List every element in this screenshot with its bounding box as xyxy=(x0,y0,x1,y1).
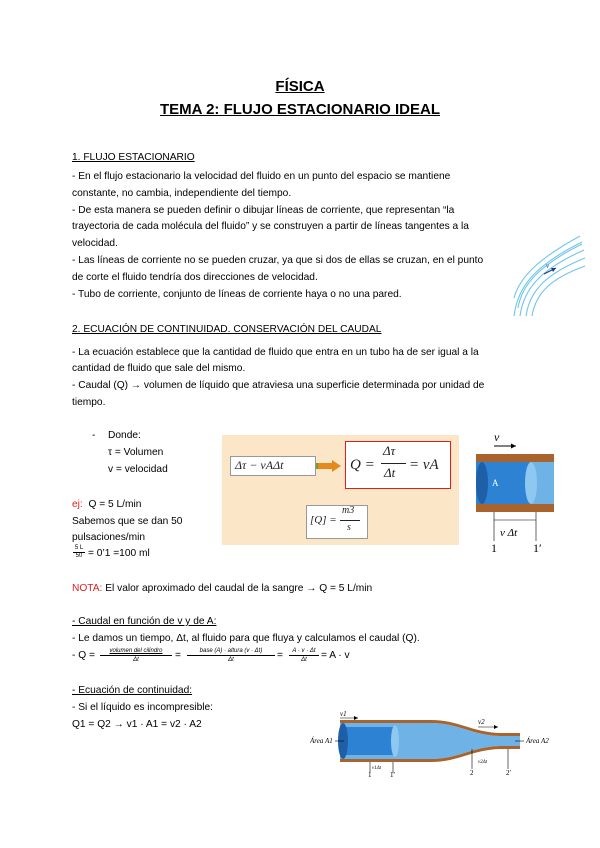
donde-v: v = velocidad xyxy=(108,464,168,475)
streamlines-figure xyxy=(510,228,586,320)
units-lhs: [Q] = xyxy=(310,514,337,526)
caudal-q-label: - Q = xyxy=(72,650,95,661)
eq-sign: = xyxy=(277,650,283,661)
section2-heading: 2. ECUACIÓN DE CONTINUIDAD. CONSERVACIÓN DEL CAUDAL xyxy=(72,324,382,335)
nozzle-m2p: 2′ xyxy=(506,769,512,777)
formula-left: Δτ − vAΔt xyxy=(235,458,284,472)
example-frac-num: 5 L xyxy=(74,545,84,551)
page-subtitle: TEMA 2: FLUJO ESTACIONARIO IDEAL xyxy=(159,101,440,118)
section2-line: cantidad de fluido que sale del mismo. xyxy=(72,363,246,374)
formula-arrow-icon xyxy=(316,459,342,473)
section1-line: trayectoria de cada molécula del fluido” y se construyen a partir de líneas tangentes a la xyxy=(72,221,469,232)
caudal-frac-3-den: Δt xyxy=(301,657,307,663)
nozzle-area1: Área A1 xyxy=(310,737,333,745)
caudal-frac-3 xyxy=(289,647,319,664)
formula-rhs: = vA xyxy=(409,457,439,473)
example-result: = 0’1 =100 ml xyxy=(88,548,150,559)
streamline-v-label: v xyxy=(546,262,550,270)
page-title: FÍSICA xyxy=(275,78,325,95)
caudal-frac-2-num: base (A) · altura (v · Δt) xyxy=(187,647,275,656)
eq-sign: = xyxy=(175,650,181,661)
pipe-v-label: v xyxy=(494,430,500,444)
pipe-mark-1-prime: 1′ xyxy=(533,541,542,555)
caudal-frac-1-den: Δt xyxy=(133,657,139,663)
continuity-line: - Si el líquido es incompresible: xyxy=(72,702,213,713)
formula-q: Q = xyxy=(350,457,375,473)
units-den: s xyxy=(347,522,351,533)
formula-num: Δτ xyxy=(383,443,396,458)
section1-heading: 1. FLUJO ESTACIONARIO xyxy=(72,152,195,163)
nozzle-m1p: 1′ xyxy=(390,771,396,777)
caudal-frac-3-num: A · v · Δt xyxy=(289,647,319,656)
section2-line: tiempo. xyxy=(72,397,106,408)
section1-line: de corte el fluido tendría dos direcciones de velocidad. xyxy=(72,272,318,283)
formula-fraction-bar xyxy=(381,463,406,464)
example-label: ej: xyxy=(72,499,83,510)
donde-bullet: - xyxy=(92,430,96,441)
pipe-a-label: A xyxy=(492,478,499,488)
example xyxy=(72,497,141,514)
example-line: pulsaciones/min xyxy=(72,532,146,543)
nozzle-d2: v2Δt xyxy=(478,760,488,765)
section2-line: - Caudal (Q) → volumen de líquido que atraviesa una superficie determinada por unidad de xyxy=(72,380,485,391)
nota-text: El valor aproximado del caudal de la sangre → Q = 5 L/min xyxy=(105,583,373,594)
section2-line: - La ecuación establece que la cantidad de fluido que entra en un tubo ha de ser igual a la xyxy=(72,347,479,358)
example-frac-den: 50 xyxy=(75,553,83,559)
continuity-heading: - Ecuación de continuidad: xyxy=(72,685,193,696)
nozzle-m1: 1 xyxy=(368,771,372,777)
caudal-frac-1 xyxy=(100,647,172,664)
example-fraction xyxy=(73,545,85,560)
section1-line: velocidad. xyxy=(72,238,118,249)
example-q: Q = 5 L/min xyxy=(88,499,142,510)
nozzle-v1: v1 xyxy=(340,710,347,718)
example-line: Sabemos que se dan 50 xyxy=(72,516,183,527)
nozzle-m2: 2 xyxy=(470,769,474,777)
caudal-frac-1-num: volumen del cilindro xyxy=(100,647,172,656)
pipe-figure xyxy=(476,428,554,556)
caudal-va-line: - Le damos un tiempo, Δt, al fluido para que fluya y calculamos el caudal (Q). xyxy=(72,633,420,644)
nozzle-figure xyxy=(310,705,560,777)
formula-den: Δt xyxy=(384,465,396,480)
units-num: m3 xyxy=(342,505,355,516)
donde-label: Donde: xyxy=(108,430,141,441)
section1-line: constante, no cambia, independiente del tiempo. xyxy=(72,188,292,199)
nozzle-d1: v1Δt xyxy=(372,766,382,771)
nota xyxy=(72,581,372,598)
nozzle-area2: Área A2 xyxy=(526,737,549,745)
nozzle-v2: v2 xyxy=(478,718,485,726)
donde-tau: τ = Volumen xyxy=(108,447,164,458)
caudal-va-heading: - Caudal en función de v y de A: xyxy=(72,616,217,627)
section1-line: - Las líneas de corriente no se pueden cruzar, ya que si dos de ellas se cruzan, en el punto xyxy=(72,255,484,266)
nota-label: NOTA: xyxy=(72,583,103,594)
caudal-frac-2 xyxy=(187,647,275,664)
units-bar xyxy=(340,520,360,521)
pipe-mark-1: 1 xyxy=(491,541,497,555)
section1-line: - De esta manera se pueden definir o dibujar líneas de corriente, que representan “la xyxy=(72,205,455,216)
section1-line: - Tubo de corriente, conjunto de líneas de corriente haya o no una pared. xyxy=(72,289,402,300)
continuity-eq: Q1 = Q2 → v1 · A1 = v2 · A2 xyxy=(72,719,202,730)
section1-line: - En el flujo estacionario la velocidad del fluido en un punto del espacio se mantiene xyxy=(72,171,451,182)
caudal-frac-2-den: Δt xyxy=(228,657,234,663)
caudal-result: = A · v xyxy=(321,650,350,661)
pipe-dist-label: v Δt xyxy=(500,527,518,539)
